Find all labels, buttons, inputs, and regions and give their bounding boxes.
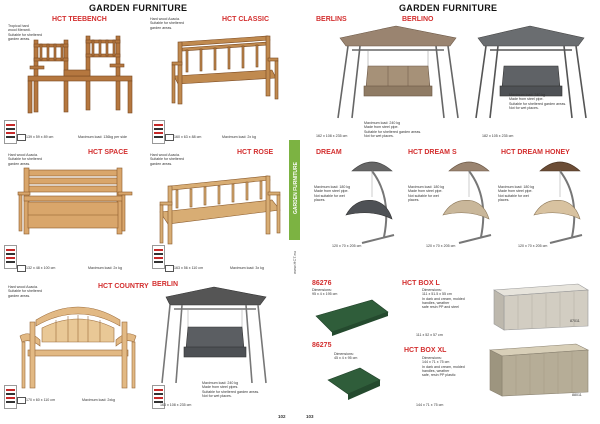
product-dims-space: 132 x 48 x 100 cm: [26, 266, 56, 270]
product-dims-box-xl: 144 x 71 x 75 cm: [416, 403, 444, 407]
cushion-short-image: [324, 364, 384, 408]
product-desc-86276: Dimensions: 95 x 4 x 195 cm: [312, 288, 338, 297]
dream-s-lounger-image: [429, 157, 499, 247]
product-desc-box-l: Dimensions: 111 x 51.5 x 55 cm In dark and cream, molded handles, weather safe resin PP and steel: [422, 288, 465, 310]
brand-logo: [4, 385, 17, 409]
brand-logo: [4, 245, 17, 269]
sidebar-url: www.HCT.eu: [292, 251, 297, 274]
brand-logo: [152, 120, 165, 144]
product-desc-berlino: Maximum load: 240 kg Made from steel pipe. Suitable for sheltered garden areas. Not for wet places.: [509, 93, 567, 110]
berlins-swing-image: [336, 26, 461, 121]
dimension-icon: [17, 134, 26, 141]
product-desc-country: Hard wood Acacia. Suitable for sheltered garden areas.: [8, 285, 42, 298]
page-number-right: 103: [306, 414, 314, 419]
right-page: [304, 0, 600, 424]
brand-logo: [4, 120, 17, 144]
dream-lounger-image: [332, 157, 402, 247]
product-desc-dream: Maximum load: 180 kg Made from steel pipe. Not suitable for wet places.: [314, 185, 351, 202]
cushion-long-image: [312, 298, 392, 338]
product-load-space: Maximum load: 2x kg: [88, 266, 122, 270]
product-dims-country: 170 x 60 x 110 cm: [26, 398, 56, 402]
left-page: [0, 0, 296, 424]
product-title-space: HCT SPACE: [88, 149, 128, 156]
product-dims-berlin: 163 x 108 x 235 cm: [160, 403, 192, 407]
product-dims-berlins: 162 x 108 x 235 cm: [316, 134, 348, 138]
brand-logo: [152, 245, 165, 269]
space-bench-image: [18, 166, 136, 244]
classic-bench-image: [160, 32, 285, 117]
product-load-classic: Maximum load: 2x kg: [222, 135, 256, 139]
product-desc-rose: Hard wood Acacia. Suitable for sheltered garden areas.: [150, 153, 184, 166]
dream-honey-lounger-image: [520, 157, 590, 247]
product-dims-box-l: 111 x 52 x 57 cm: [416, 333, 443, 337]
box-l-image: [488, 282, 593, 332]
product-title-classic: HCT CLASSIC: [222, 16, 270, 23]
rose-bench-image: [150, 170, 285, 250]
product-desc-space: Hard wood Acacia. Suitable for sheltered garden areas.: [8, 153, 42, 166]
teebench-image: [20, 30, 140, 125]
product-title-berlino: BERLINO: [402, 16, 434, 23]
product-dims-dream: 120 x 70 x 205 cm: [332, 244, 362, 248]
product-title-86275: 86275: [312, 342, 332, 349]
product-title-berlins: BERLINS: [316, 16, 347, 23]
product-dims-dream-honey: 120 x 70 x 205 cm: [518, 244, 548, 248]
page-number-left: 102: [278, 414, 286, 419]
product-title-dream-s: HCT DREAM S: [408, 149, 457, 156]
product-desc-86275: Dimensions: 45 x 4 x 95 cm: [334, 352, 358, 361]
product-desc-dream-honey: Maximum load: 180 kg Made from steel pipe. Not suitable for wet places.: [498, 185, 535, 202]
product-dims-teebench: 139 x 59 x 89 cm: [26, 135, 54, 139]
product-title-berlin: BERLIN: [152, 281, 179, 288]
product-code-box-l: 87011: [570, 319, 580, 323]
product-title-dream: DREAM: [316, 149, 342, 156]
product-desc-dream-s: Maximum load: 180 kg Made from steel pipe. Not suitable for wet places.: [408, 185, 445, 202]
left-page-title: GARDEN FURNITURE: [89, 3, 188, 13]
dimension-icon: [17, 265, 26, 272]
product-dims-classic: 160 x 63 x 88 cm: [174, 135, 202, 139]
product-title-teebench: HCT TEEBENCH: [52, 16, 107, 23]
product-load-country: Maximum load: 2xkg: [82, 398, 115, 402]
dimension-icon: [165, 134, 174, 141]
product-dims-dream-s: 120 x 70 x 205 cm: [426, 244, 456, 248]
product-desc-berlins: Maximum load: 240 kg Made from steel pipe. Suitable for sheltered garden areas. Not for wet places.: [364, 121, 422, 138]
dimension-icon: [165, 265, 174, 272]
product-title-country: HCT COUNTRY: [98, 283, 149, 290]
product-dims-rose: 163 x 56 x 110 cm: [174, 266, 204, 270]
category-sidebar: [289, 140, 300, 240]
berlin-swing-image: [160, 287, 270, 387]
dimension-icon: [17, 397, 26, 404]
product-dims-berlino: 182 x 105 x 235 cm: [482, 134, 514, 138]
country-bench-image: [16, 300, 141, 395]
right-page-title: GARDEN FURNITURE: [399, 3, 498, 13]
product-desc-box-xl: Dimensions: 144 x 71 x 75 cm In dark and cream, molded handles, weather safe, resin PP plastic: [422, 356, 465, 378]
product-title-rose: HCT ROSE: [237, 149, 274, 156]
product-title-box-xl: HCT BOX XL: [404, 347, 447, 354]
product-load-rose: Maximum load: 3x kg: [230, 266, 264, 270]
product-title-box-l: HCT BOX L: [402, 280, 440, 287]
product-code-box-xl: 88011: [572, 393, 582, 397]
product-desc-classic: Hard wood Acacia. Suitable for sheltered garden areas.: [150, 17, 184, 30]
product-desc-teebench: Tropical hard wood Meranti. Suitable for sheltered garden areas.: [8, 24, 42, 41]
product-load-teebench: Maximum load: 136kg per side: [78, 135, 127, 139]
product-title-dream-honey: HCT DREAM HONEY: [501, 149, 570, 156]
product-desc-berlin: Maximum load: 240 kg Made from steel pipes. Suitable for sheltered garden areas. Not for wet places.: [202, 381, 260, 398]
product-title-86276: 86276: [312, 280, 332, 287]
sidebar-label: GARDEN FURNITURE: [293, 162, 299, 214]
box-xl-image: [484, 342, 592, 400]
